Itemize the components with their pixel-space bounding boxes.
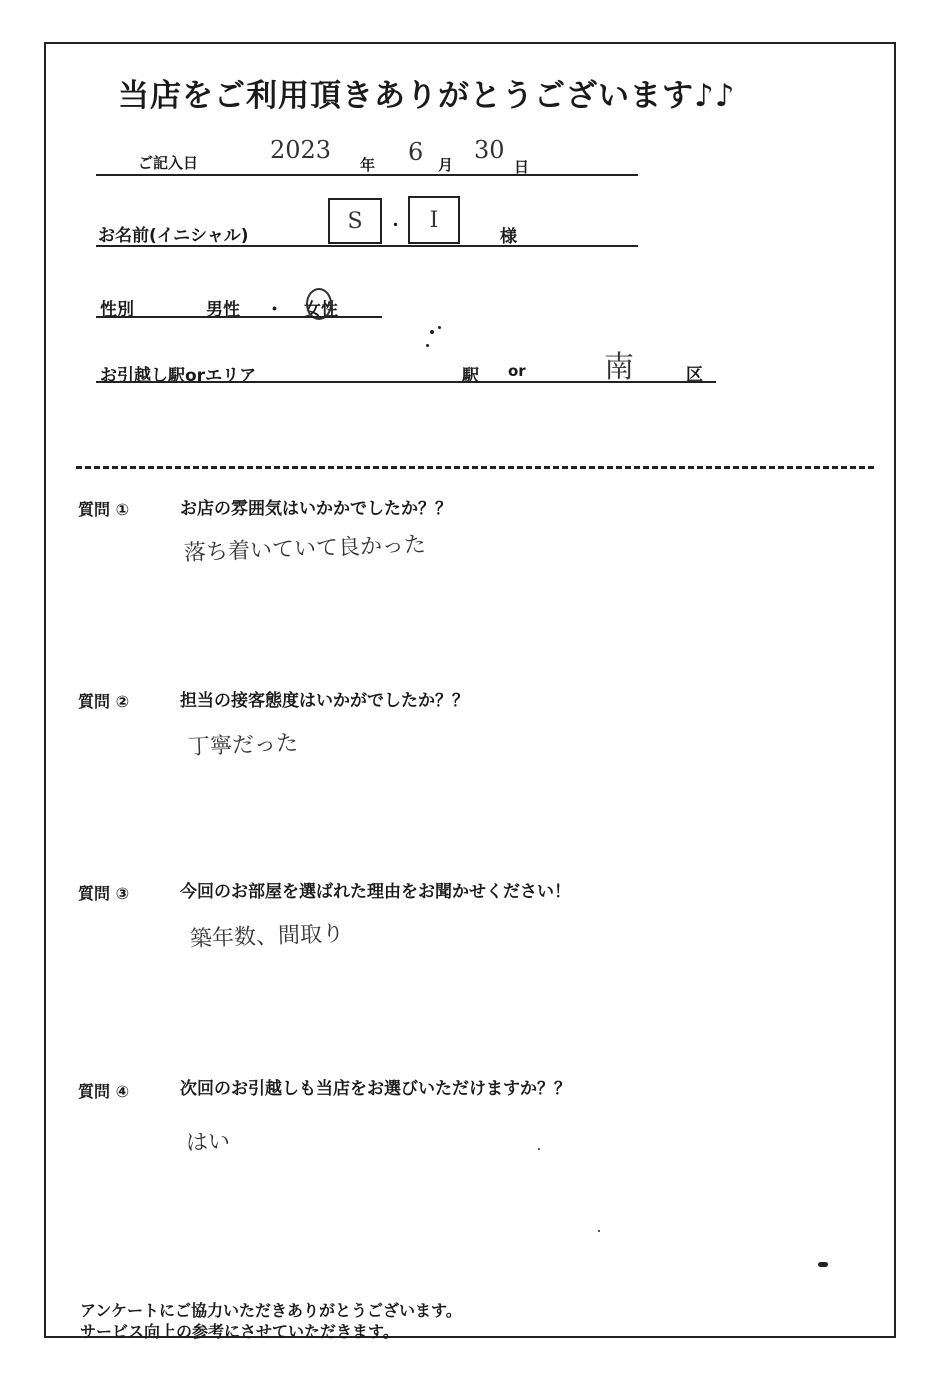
question-1-text: お店の雰囲気はいかかでしたか？？: [180, 499, 452, 519]
question-3-label: 質問 ③: [78, 884, 130, 903]
footer-line-2: サービス向上の参考にさせていただきます。: [80, 1322, 399, 1341]
date-underline: [96, 174, 638, 176]
question-2-label: 質問 ②: [78, 692, 130, 711]
date-day-unit: 日: [514, 158, 530, 176]
question-4-text: 次回のお引越しも当店をお選びいただけますか？？: [180, 1079, 571, 1099]
initial-box-2: I: [408, 196, 460, 244]
date-month: 6: [408, 138, 424, 166]
name-underline: [96, 245, 638, 247]
ink-speck: [598, 1230, 600, 1232]
question-2-text: 担当の接客態度はいかがでしたか？？: [180, 691, 469, 711]
ink-speck: [818, 1262, 828, 1267]
date-label: ご記入日: [138, 154, 199, 172]
question-1-answer: 落ち着いていて良かった: [183, 532, 427, 566]
question-3-answer: 築年数、間取り: [189, 921, 345, 952]
ink-speck: [430, 330, 434, 334]
area-label: お引越し駅orエリア: [100, 366, 257, 386]
honorific: 様: [500, 227, 517, 247]
ink-speck: [426, 344, 429, 347]
question-3-text: 今回のお部屋を選ばれた理由をお聞かせください！: [180, 882, 571, 902]
name-label: お名前(イニシャル): [98, 226, 249, 246]
question-2-answer: 丁寧だった: [187, 731, 299, 760]
section-divider: [76, 466, 874, 469]
area-or: or: [508, 362, 526, 380]
gender-separator: ・: [266, 300, 283, 320]
ink-speck: [438, 326, 441, 329]
area-underline: [96, 381, 716, 383]
question-1-label: 質問 ①: [78, 500, 130, 519]
question-4-label: 質問 ④: [78, 1082, 130, 1101]
date-year-unit: 年: [360, 156, 376, 174]
date-day: 30: [474, 136, 505, 164]
gender-male: 男性: [206, 300, 240, 320]
date-year: 2023: [270, 136, 332, 164]
area-station-unit: 駅: [462, 366, 479, 386]
page-title: 当店をご利用頂きありがとうございます♪♪: [118, 78, 736, 114]
area-ward-unit: 区: [686, 365, 703, 385]
ink-speck: [538, 1148, 540, 1150]
gender-female: 女性: [304, 300, 338, 320]
footer-line-1: アンケートにご協力いただきありがとうございます。: [80, 1301, 462, 1320]
gender-label: 性別: [100, 300, 134, 320]
initial-separator: ・: [388, 216, 404, 234]
initial-box-1: S: [328, 198, 382, 244]
area-ward: 南: [604, 350, 634, 385]
gender-underline: [96, 316, 382, 318]
date-month-unit: 月: [438, 156, 454, 174]
question-4-answer: はい: [185, 1129, 231, 1156]
